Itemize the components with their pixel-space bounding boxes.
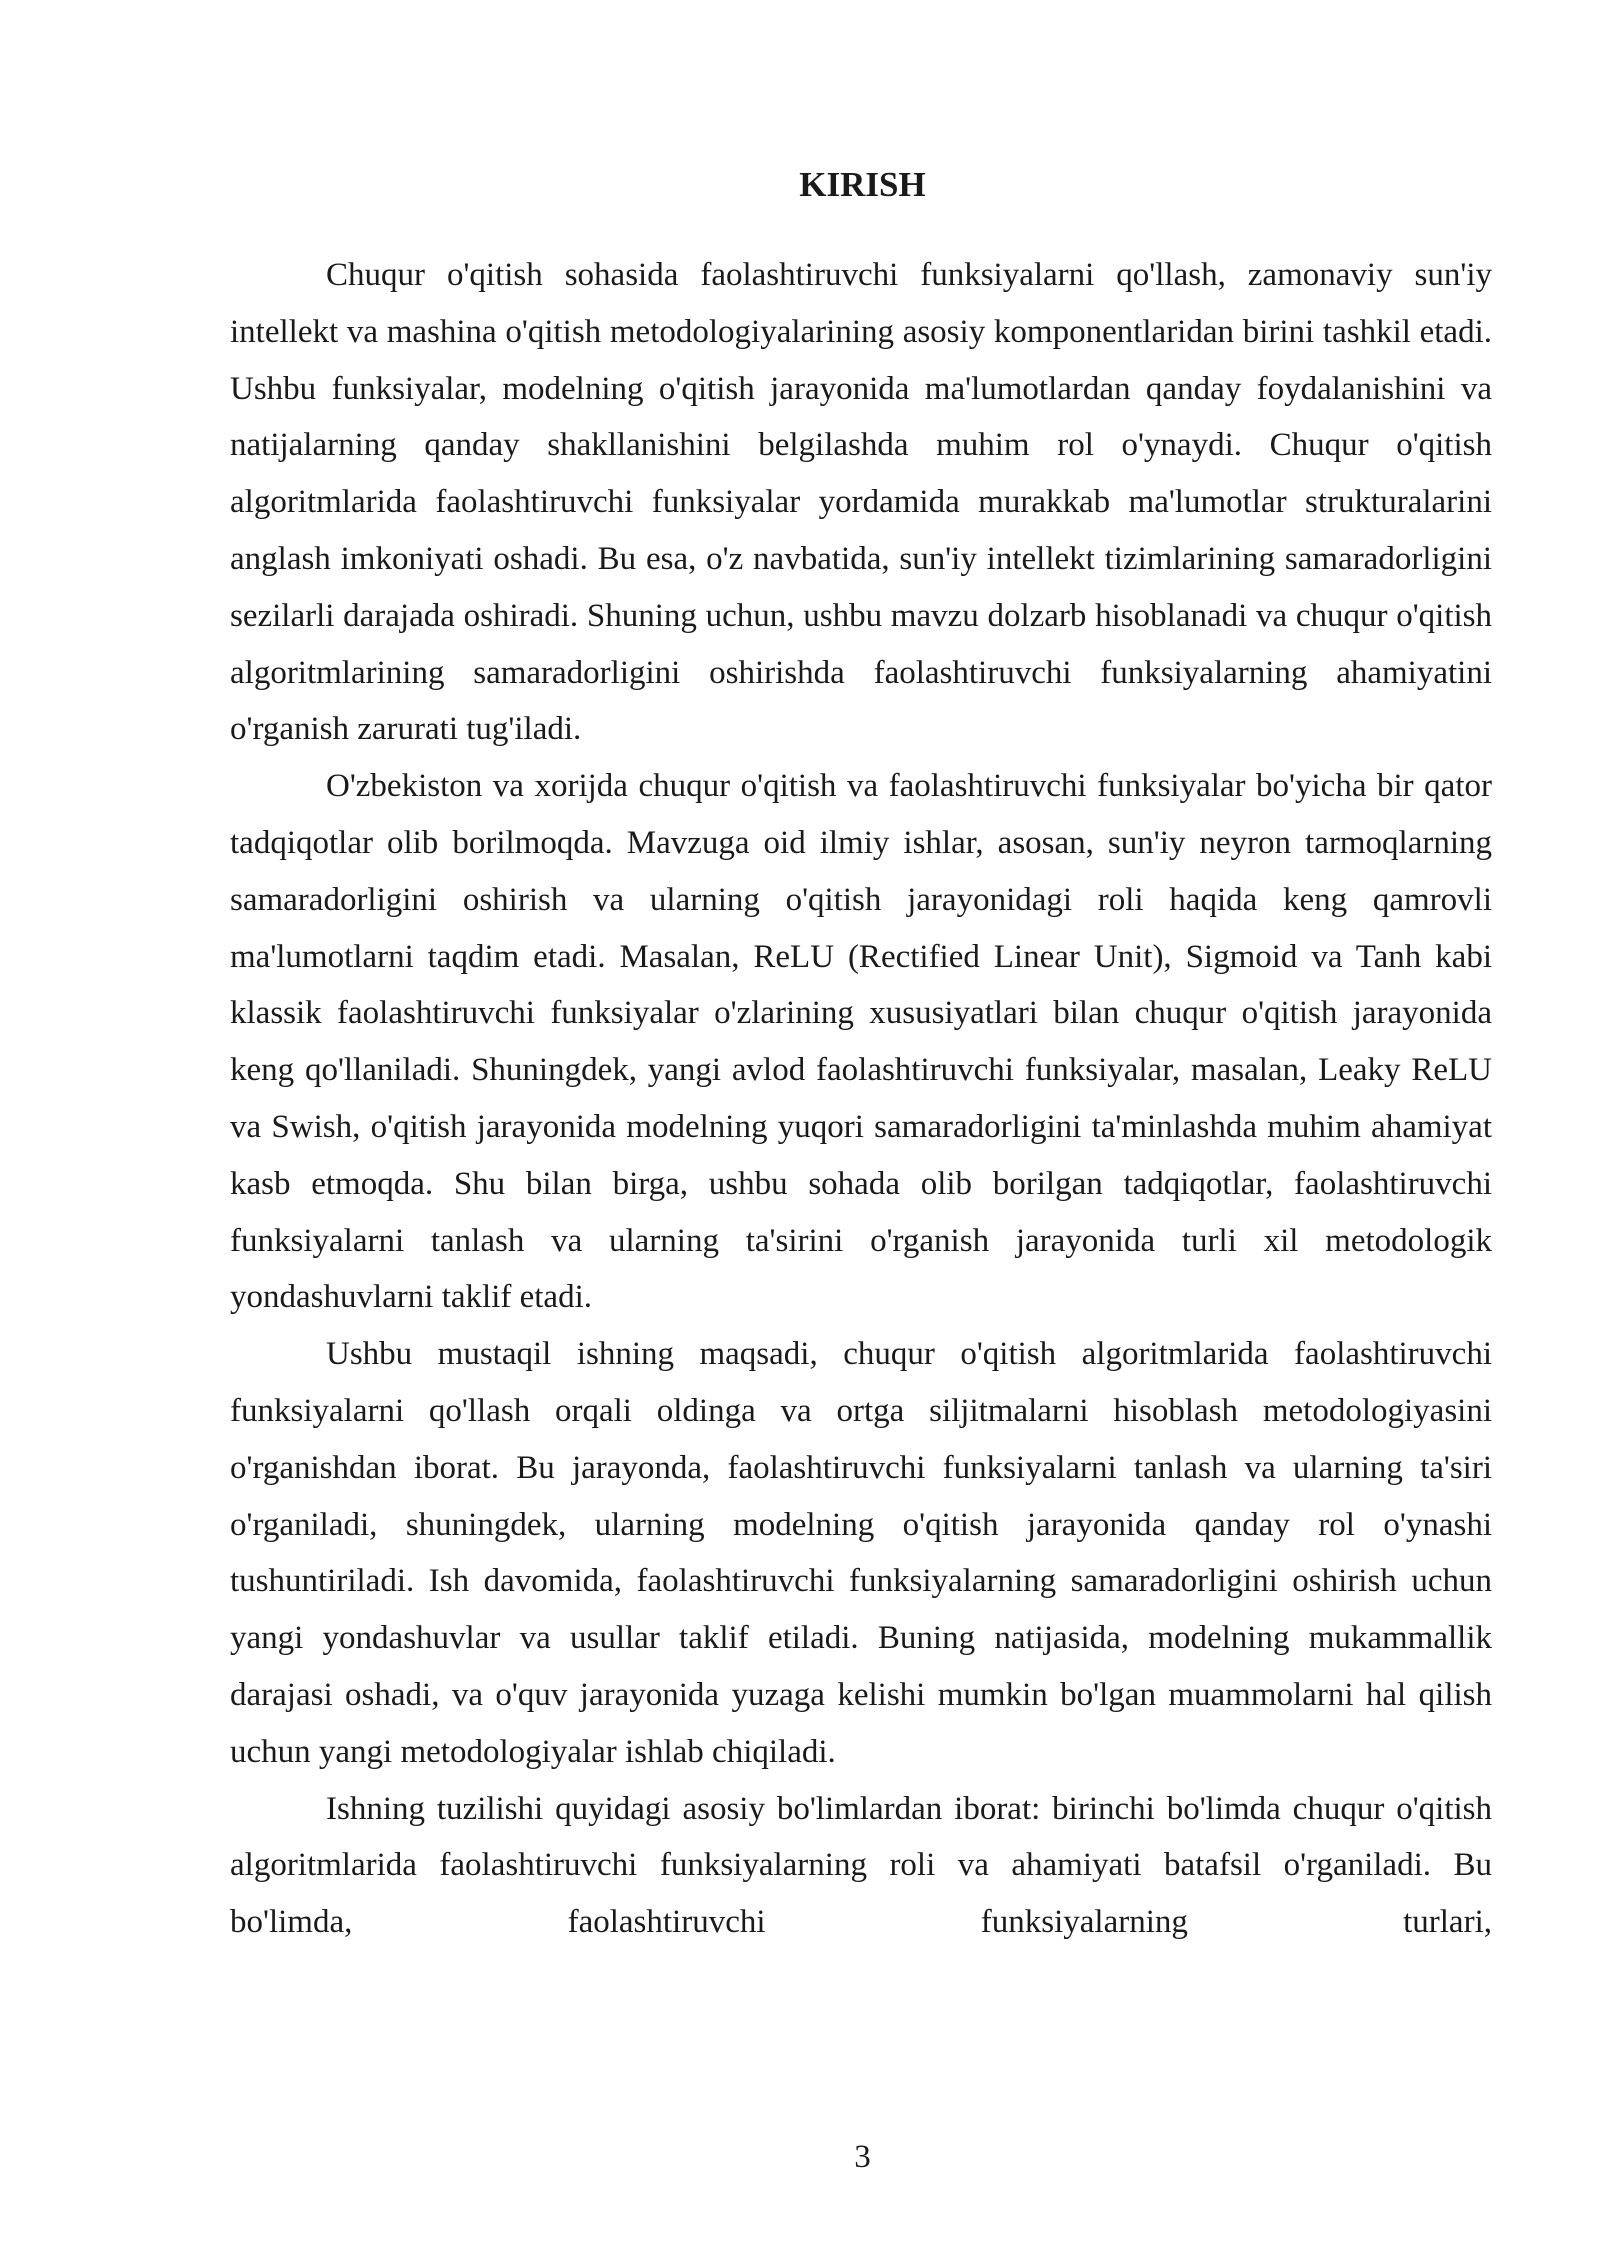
paragraph-structure: Ishning tuzilishi quyidagi asosiy bo'limlardan iborat: birinchi bo'limda chuqur o'qitish algoritmlarida faolashtiruvchi funksiyalarning roli va ahamiyati batafsil o'rganiladi. Bu bo'limda, faolashtiruvchi funksiyalarning turlari, [230,1790,1492,1941]
paragraph-goal: Ushbu mustaqil ishning maqsadi, chuqur o'qitish algoritmlarida faolashtiruvchi funksiyalarni qo'llash orqali oldinga va ortga siljitmalarni hisoblash metodologiyasini o'rganishdan iborat. Bu jarayonda, faolashtiruvchi funksiyalarni tanlash va ularning ta'siri o'rganiladi, shuningdek, ularning modelning o'qitish jarayonida qanday rol o'ynashi tushuntiriladi. Ish davomida, faolashtiruvchi funksiyalarning samaradorligini oshirish uchun yangi yondashuvlar va usullar taklif etiladi. Buning natijasida, modelning mukammallik darajasi oshadi, va o'quv jarayonida yuzaga kelishi mumkin bo'lgan muammolarni hal qilish uchun yangi metodologiyalar ishlab chiqiladi. [230,1336,1492,1770]
paragraph-intro: Chuqur o'qitish sohasida faolashtiruvchi funksiyalarni qo'llash, zamonaviy sun'iy intellekt va mashina o'qitish metodologiyalarining asosiy komponentlaridan birini tashkil etadi. Ushbu funksiyalar, modelning o'qitish jarayonida ma'lumotlardan qanday foydalanishini va natijalarning qanday shakllanishini belgilashda muhim rol o'ynaydi. Chuqur o'qitish algoritmlarida faolashtiruvchi funksiyalar yordamida murakkab ma'lumotlar strukturalarini anglash imkoniyati oshadi. Bu esa, o'z navbatida, sun'iy intellekt tizimlarining samaradorligini sezilarli darajada oshiradi. Shuning uchun, ushbu mavzu dolzarb hisoblanadi va chuqur o'qitish algoritmlarining samaradorligini oshirishda faolashtiruvchi funksiyalarning ahamiyatini o'rganish zarurati tug'iladi. [230,257,1492,748]
page-number: 3 [854,2139,871,2175]
body-text [230,247,1492,1951]
section-heading: KIRISH [799,165,926,204]
paragraph-research-overview: O'zbekiston va xorijda chuqur o'qitish va faolashtiruvchi funksiyalar bo'yicha bir qator tadqiqotlar olib borilmoqda. Mavzuga oid ilmiy ishlar, asosan, sun'iy neyron tarmoqlarning samaradorligini oshirish va ularning o'qitish jarayonidagi roli haqida keng qamrovli ma'lumotlarni taqdim etadi. Masalan, ReLU (Rectified Linear Unit), Sigmoid va Tanh kabi klassik faolashtiruvchi funksiyalar o'zlarining xususiyatlari bilan chuqur o'qitish jarayonida keng qo'llaniladi. Shuningdek, yangi avlod faolashtiruvchi funksiyalar, masalan, Leaky ReLU va Swish, o'qitish jarayonida modelning yuqori samaradorligini ta'minlashda muhim ahamiyat kasb etmoqda. Shu bilan birga, ushbu sohada olib borilgan tadqiqotlar, faolashtiruvchi funksiyalarni tanlash va ularning ta'sirini o'rganish jarayonida turli xil metodologik yondashuvlarni taklif etadi. [230,768,1492,1316]
